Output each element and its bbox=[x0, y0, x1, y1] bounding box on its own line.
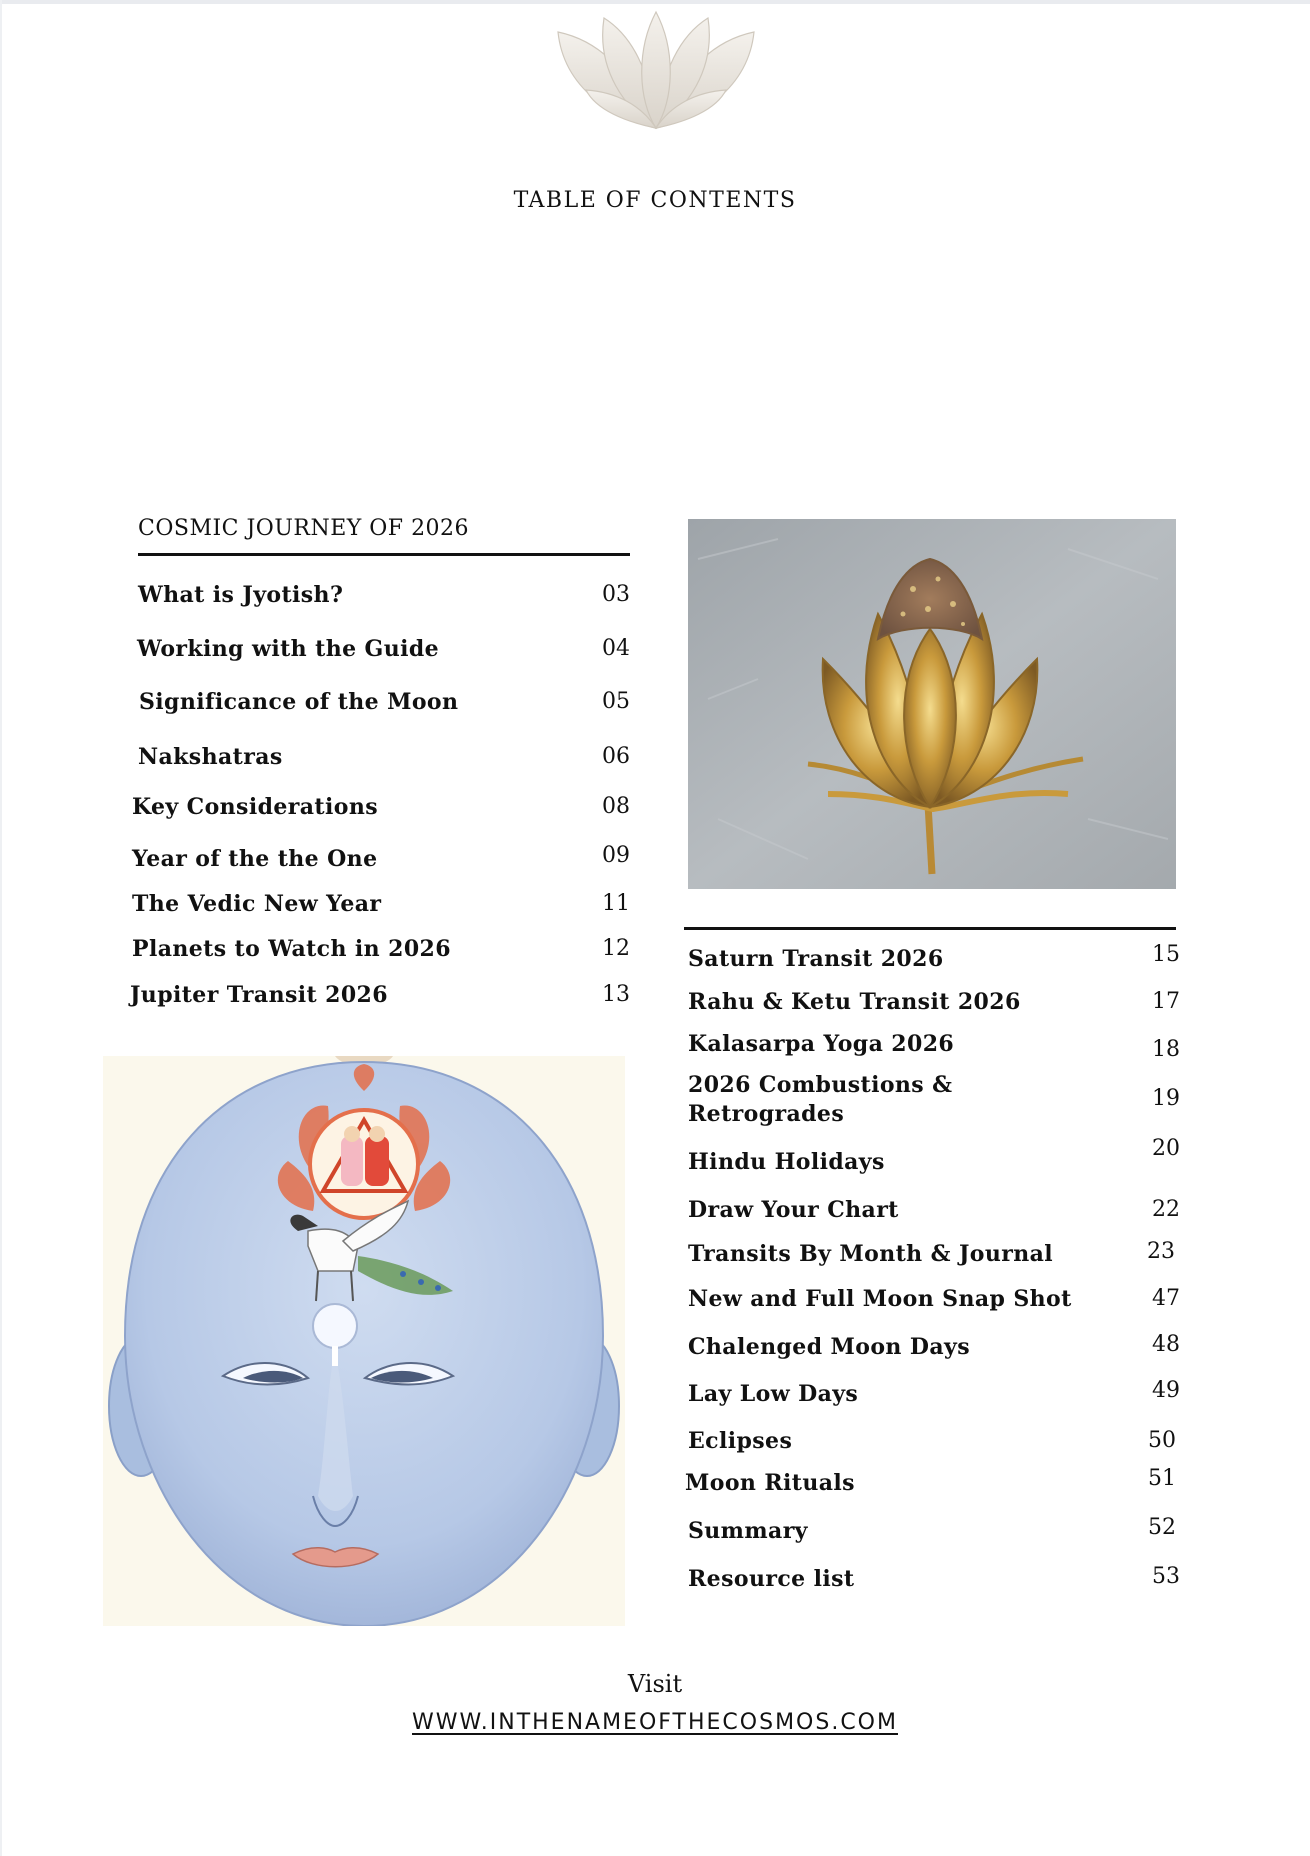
toc-item-page: 19 bbox=[1152, 1086, 1180, 1111]
page-left-edge bbox=[0, 0, 2, 1856]
toc-item-page: 51 bbox=[1148, 1466, 1176, 1491]
toc-item-label[interactable]: Chalenged Moon Days bbox=[688, 1334, 970, 1360]
toc-item-label[interactable]: Eclipses bbox=[688, 1428, 793, 1454]
toc-item-page: 09 bbox=[602, 843, 630, 868]
toc-item-page: 20 bbox=[1152, 1136, 1180, 1161]
toc-item-label[interactable]: Planets to Watch in 2026 bbox=[132, 936, 451, 962]
lotus-ornament-icon bbox=[556, 10, 756, 135]
toc-item-label-continued[interactable]: Retrogrades bbox=[688, 1101, 845, 1127]
toc-item-page: 18 bbox=[1152, 1037, 1180, 1062]
toc-item-label[interactable]: New and Full Moon Snap Shot bbox=[688, 1286, 1072, 1312]
gold-lotus-painting bbox=[688, 519, 1176, 889]
toc-item-page: 03 bbox=[602, 582, 630, 607]
toc-item-page: 13 bbox=[602, 982, 630, 1007]
toc-item-label[interactable]: Jupiter Transit 2026 bbox=[130, 982, 388, 1008]
toc-item-page: 17 bbox=[1152, 989, 1180, 1014]
toc-item-label[interactable]: Significance of the Moon bbox=[139, 689, 459, 715]
toc-item-label[interactable]: Nakshatras bbox=[138, 744, 283, 770]
toc-item-label[interactable]: Resource list bbox=[688, 1566, 855, 1592]
toc-item-page: 12 bbox=[602, 936, 630, 961]
toc-item-page: 06 bbox=[602, 744, 630, 769]
page-top-edge bbox=[0, 0, 1310, 4]
page-title: TABLE OF CONTENTS bbox=[513, 188, 797, 213]
toc-item-page: 48 bbox=[1152, 1332, 1180, 1357]
toc-item-label[interactable]: Key Considerations bbox=[132, 794, 378, 820]
toc-item-page: 53 bbox=[1152, 1564, 1180, 1589]
toc-item-label[interactable]: Draw Your Chart bbox=[688, 1197, 899, 1223]
toc-item-label[interactable]: Transits By Month & Journal bbox=[688, 1241, 1054, 1267]
toc-item-page: 52 bbox=[1148, 1515, 1176, 1540]
toc-item-page: 22 bbox=[1152, 1197, 1180, 1222]
toc-item-page: 49 bbox=[1152, 1378, 1180, 1403]
toc-item-page: 23 bbox=[1147, 1239, 1175, 1264]
toc-item-page: 05 bbox=[602, 689, 630, 714]
section-divider bbox=[684, 927, 1176, 930]
website-link[interactable]: WWW.INTHENAMEOFTHECOSMOS.COM bbox=[412, 1710, 898, 1735]
section-heading: COSMIC JOURNEY OF 2026 bbox=[138, 516, 630, 556]
visit-label: Visit bbox=[627, 1670, 683, 1698]
toc-item-label[interactable]: Hindu Holidays bbox=[688, 1149, 885, 1175]
toc-item-label[interactable]: Moon Rituals bbox=[685, 1470, 855, 1496]
toc-item-page: 08 bbox=[602, 794, 630, 819]
toc-item-label[interactable]: Kalasarpa Yoga 2026 bbox=[688, 1031, 955, 1057]
toc-item-label[interactable]: 2026 Combustions & bbox=[688, 1072, 953, 1098]
blue-face-illustration bbox=[103, 1056, 625, 1626]
toc-item-label[interactable]: Saturn Transit 2026 bbox=[688, 946, 944, 972]
toc-item-page: 15 bbox=[1152, 942, 1180, 967]
toc-item-label[interactable]: What is Jyotish? bbox=[138, 582, 344, 608]
toc-item-label[interactable]: The Vedic New Year bbox=[132, 891, 382, 917]
toc-item-page: 47 bbox=[1152, 1286, 1180, 1311]
toc-item-page: 11 bbox=[602, 891, 630, 916]
toc-item-page: 50 bbox=[1148, 1428, 1176, 1453]
toc-item-label[interactable]: Lay Low Days bbox=[688, 1381, 859, 1407]
toc-item-label[interactable]: Rahu & Ketu Transit 2026 bbox=[688, 989, 1021, 1015]
toc-item-label[interactable]: Working with the Guide bbox=[137, 636, 440, 662]
toc-item-label[interactable]: Year of the the One bbox=[132, 846, 378, 872]
toc-item-label[interactable]: Summary bbox=[688, 1518, 808, 1544]
toc-item-page: 04 bbox=[602, 636, 630, 661]
